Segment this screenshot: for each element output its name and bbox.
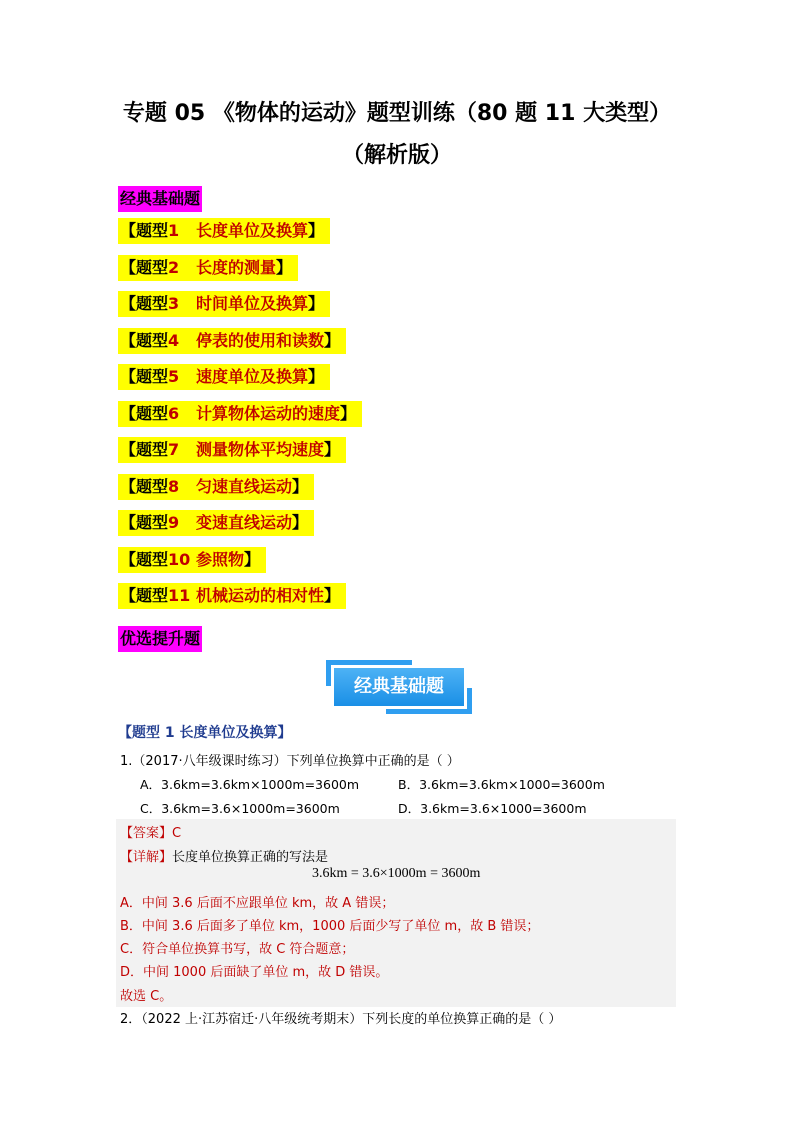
detail-conclusion: 故选 C。 [120, 989, 173, 1004]
toc-item-label: 时间单位及换算 [196, 294, 309, 313]
question-type-heading: 【题型 1 长度单位及换算】 [118, 725, 292, 741]
toc-item-suffix: 】 [340, 404, 357, 423]
toc-item-number: 5 [168, 367, 180, 386]
question-1-stem: 1.（2017·八年级课时练习）下列单位换算中正确的是（ ） [120, 754, 460, 769]
detail-intro: 长度单位换算正确的写法是 [172, 850, 329, 865]
toc-item-10 [118, 547, 266, 573]
toc-item-number: 4 [168, 331, 180, 350]
toc-item-3 [118, 291, 330, 317]
detail-label: 【详解】 [120, 850, 173, 865]
toc-item-prefix: 【题型 [120, 367, 169, 386]
toc-item-suffix: 】 [292, 477, 309, 496]
detail-line-c: C．符合单位换算书写，故 C 符合题意； [120, 942, 355, 957]
toc-item-suffix: 】 [308, 367, 325, 386]
answer-label: 【答案】 [120, 826, 173, 841]
toc-item-suffix: 】 [308, 221, 325, 240]
banner-decoration [467, 688, 472, 714]
toc-item-number: 2 [168, 258, 180, 277]
question-1-option-c: C．3.6km=3.6×1000m=3600m [140, 801, 340, 816]
detail-line [120, 846, 328, 865]
toc-item-11 [118, 583, 346, 609]
toc-item-label: 测量物体平均速度 [196, 440, 325, 459]
toc-item-prefix: 【题型 [120, 477, 169, 496]
toc-item-7 [118, 437, 346, 463]
toc-item-prefix: 【题型 [120, 404, 169, 423]
toc-item-number: 10 [168, 550, 191, 569]
question-1-option-d: D．3.6km=3.6×1000=3600m [398, 801, 587, 816]
toc-item-prefix: 【题型 [120, 258, 169, 277]
toc-item-label: 机械运动的相对性 [196, 586, 325, 605]
toc-item-prefix: 【题型 [120, 331, 169, 350]
section-banner [326, 660, 472, 714]
toc-item-label: 速度单位及换算 [196, 367, 309, 386]
detail-line-b: B．中间 3.6 后面多了单位 km，1000 后面少写了单位 m，故 B 错误； [120, 919, 540, 934]
banner-decoration [386, 709, 472, 714]
toc-item-9 [118, 510, 314, 536]
toc-item-number: 7 [168, 440, 180, 459]
toc-item-label: 匀速直线运动 [196, 477, 293, 496]
toc-item-prefix: 【题型 [120, 513, 169, 532]
toc-item-label: 长度单位及换算 [196, 221, 309, 240]
toc-item-prefix: 【题型 [120, 550, 169, 569]
toc-item-prefix: 【题型 [120, 221, 169, 240]
toc-item-label: 长度的测量 [196, 258, 277, 277]
toc-item-number: 8 [168, 477, 180, 496]
toc-item-label: 参照物 [196, 550, 245, 569]
toc-item-number: 6 [168, 404, 180, 423]
toc-item-label: 停表的使用和读数 [196, 331, 325, 350]
banner-decoration [326, 660, 412, 665]
document-subtitle: （解析版） [341, 143, 452, 168]
banner-label: 经典基础题 [334, 668, 464, 706]
toc-item-4 [118, 328, 346, 354]
toc-item-8 [118, 474, 314, 500]
toc-item-label: 变速直线运动 [196, 513, 293, 532]
toc-item-suffix: 】 [308, 294, 325, 313]
document-title: 专题 05 《物体的运动》题型训练（80 题 11 大类型） [122, 101, 672, 126]
toc-item-5 [118, 364, 330, 390]
detail-line-a: A．中间 3.6 后面不应跟单位 km，故 A 错误； [120, 896, 395, 911]
toc-item-prefix: 【题型 [120, 294, 169, 313]
toc-item-number: 3 [168, 294, 180, 313]
banner-decoration [326, 660, 331, 686]
toc-item-1 [118, 218, 330, 244]
toc-item-number: 1 [168, 221, 180, 240]
toc-item-suffix: 】 [324, 440, 341, 459]
detail-formula: 3.6km = 3.6×1000m = 3600m [312, 866, 481, 881]
toc-item-label: 计算物体运动的速度 [196, 404, 341, 423]
section-basic-label: 经典基础题 [118, 186, 202, 212]
question-1-option-a: A．3.6km=3.6km×1000m=3600m [140, 777, 360, 792]
toc-item-prefix: 【题型 [120, 440, 169, 459]
question-2-stem: 2．（2022 上·江苏宿迁·八年级统考期末）下列长度的单位换算正确的是（ ） [120, 1012, 562, 1027]
toc-item-2 [118, 255, 298, 281]
toc-item-prefix: 【题型 [120, 586, 169, 605]
answer-value: C [172, 826, 182, 841]
question-1-option-b: B．3.6km=3.6km×1000=3600m [398, 777, 605, 792]
toc-item-suffix: 】 [276, 258, 293, 277]
section-advanced-label: 优选提升题 [118, 626, 202, 652]
toc-item-6 [118, 401, 362, 427]
toc-item-suffix: 】 [324, 586, 341, 605]
toc-item-suffix: 】 [324, 331, 341, 350]
answer-line [120, 822, 181, 841]
toc-item-number: 9 [168, 513, 180, 532]
toc-item-suffix: 】 [292, 513, 309, 532]
toc-item-suffix: 】 [244, 550, 261, 569]
toc-item-number: 11 [168, 586, 191, 605]
detail-line-d: D．中间 1000 后面缺了单位 m，故 D 错误。 [120, 965, 389, 980]
